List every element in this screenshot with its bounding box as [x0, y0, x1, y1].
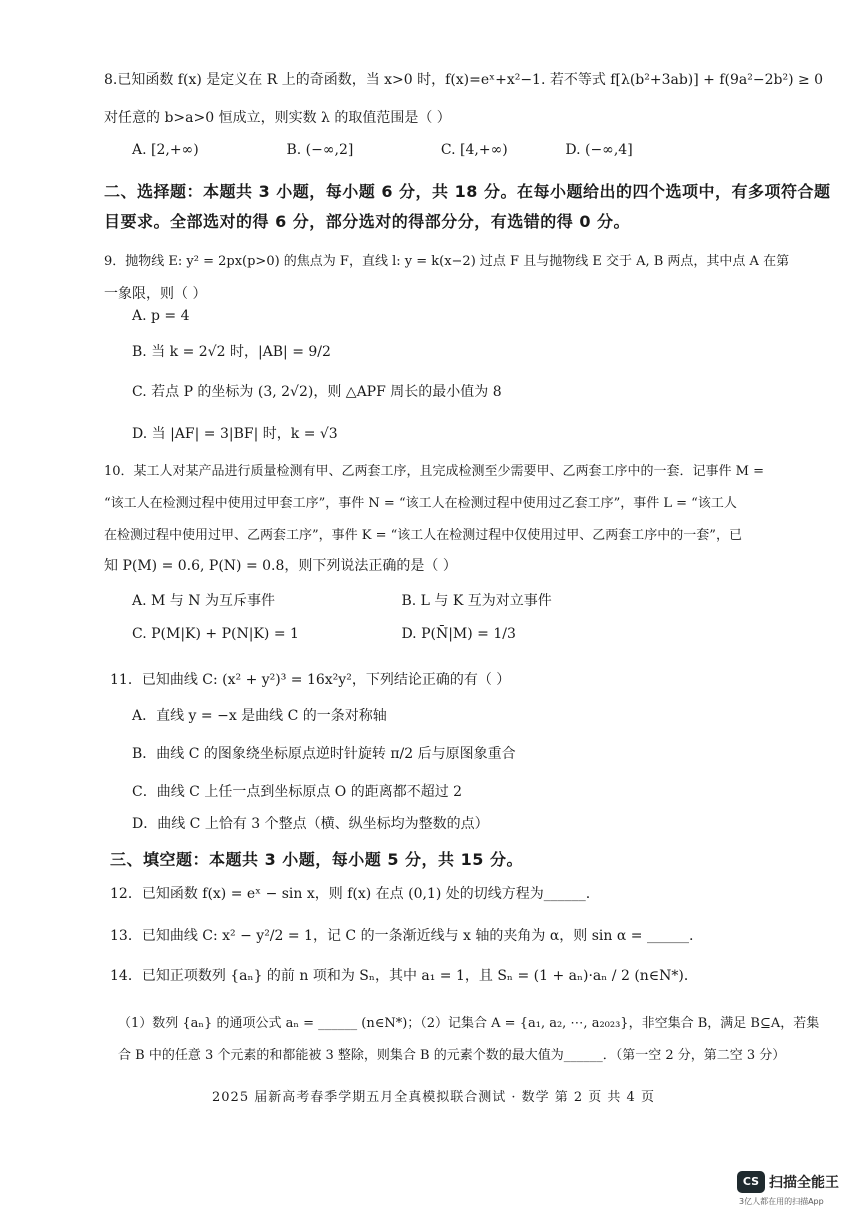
q10-option-c: C. P(M|K) + P(N|K) = 1: [132, 626, 299, 642]
section3-heading: 三、填空题：本题共 3 小题，每小题 5 分，共 15 分。: [110, 850, 523, 869]
section2-heading-line2: 目要求。全部选对的得 6 分，部分选对的得部分分，有选错的得 0 分。: [104, 212, 631, 231]
q10-option-d: D. P(N̄|M) = 1/3: [401, 626, 516, 642]
q11-option-c: C．曲线 C 上任一点到坐标原点 O 的距离都不超过 2: [132, 784, 463, 800]
q8-line1: 8.已知函数 f(x) 是定义在 R 上的奇函数，当 x>0 时，f(x)=eˣ+x²−1. 若不等式 f[λ(b²+3ab)] + f(9a²−2b²) ≥ 0: [104, 72, 824, 88]
q9-option-c: C. 若点 P 的坐标为 (3, 2√2)，则 △APF 周长的最小值为 8: [132, 384, 502, 400]
camscanner-logo-icon: CS: [737, 1171, 765, 1193]
q10-option-a: A. M 与 N 为互斥事件: [132, 593, 275, 609]
q8-option-a: A. [2,+∞): [132, 142, 199, 158]
q10-option-b: B. L 与 K 互为对立事件: [401, 593, 552, 609]
q9-line1: 9．抛物线 E: y² = 2px(p>0) 的焦点为 F，直线 l: y = k(x−2) 过点 F 且与抛物线 E 交于 A, B 两点，其中点 A 在第: [104, 254, 790, 269]
q8-option-b: B. (−∞,2]: [286, 142, 354, 158]
q8-option-d: D. (−∞,4]: [565, 142, 633, 158]
section2-heading-line1: 二、选择题：本题共 3 小题，每小题 6 分，共 18 分。在每小题给出的四个选项中，有多项符合题: [104, 182, 831, 201]
scanner-app-tagline: 3亿人都在用的扫描App: [739, 1197, 824, 1206]
q9-line2: 一象限，则（ ）: [104, 286, 207, 302]
q11-option-d: D．曲线 C 上恰有 3 个整点（横、纵坐标均为整数的点）: [132, 816, 489, 832]
q8-option-c: C. [4,+∞): [440, 142, 508, 158]
page-footer: 2025 届新高考春季学期五月全真模拟联合测试 · 数学 第 2 页 共 4 页: [212, 1090, 655, 1105]
q10-line3: 在检测过程中使用过甲、乙两套工序”，事件 K = “该工人在检测过程中仅使用过甲、乙两套工序中的一套”，已: [104, 528, 742, 543]
q11-option-b: B．曲线 C 的图象绕坐标原点逆时针旋转 π/2 后与原图象重合: [132, 746, 516, 762]
q10-line4: 知 P(M) = 0.6, P(N) = 0.8，则下列说法正确的是（ ）: [104, 558, 457, 574]
q8-options: [132, 142, 633, 158]
q9-option-a: A. p = 4: [132, 308, 190, 324]
q10-options-row1: [132, 590, 552, 610]
q10-options-row2: [132, 626, 516, 642]
q11-line1: 11．已知曲线 C: (x² + y²)³ = 16x²y²，下列结论正确的有（ ）: [110, 672, 511, 688]
q10-line2: “该工人在检测过程中使用过甲套工序”，事件 N = “该工人在检测过程中使用过乙套工序”，事件 L = “该工人: [104, 496, 737, 511]
q14-line2: （1）数列 {aₙ} 的通项公式 aₙ = ______ (n∈N*)；（2）记集合 A = {a₁, a₂, ⋯, a₂₀₂₃}，非空集合 B，满足 B⊆A，若集: [118, 1016, 820, 1031]
q13-line1: 13．已知曲线 C: x² − y²/2 = 1，记 C 的一条渐近线与 x 轴的夹角为 α，则 sin α = ______.: [110, 928, 694, 944]
scanner-watermark: [737, 1169, 845, 1209]
q9-option-d: D. 当 |AF| = 3|BF| 时，k = √3: [132, 426, 338, 442]
q9-option-b: B. 当 k = 2√2 时，|AB| = 9/2: [132, 344, 331, 360]
q8-line2: 对任意的 b>a>0 恒成立，则实数 λ 的取值范围是（ ）: [104, 110, 451, 126]
q14-line1: 14．已知正项数列 {aₙ} 的前 n 项和为 Sₙ，其中 a₁ = 1，且 Sₙ = (1 + aₙ)·aₙ / 2 (n∈N*)．: [110, 968, 698, 984]
q11-option-a: A．直线 y = −x 是曲线 C 的一条对称轴: [132, 708, 387, 724]
q12-line1: 12．已知函数 f(x) = eˣ − sin x，则 f(x) 在点 (0,1) 处的切线方程为______.: [110, 886, 591, 902]
scanner-app-name: 扫描全能王: [769, 1175, 839, 1191]
q10-line1: 10．某工人对某产品进行质量检测有甲、乙两套工序，且完成检测至少需要甲、乙两套工序中的一套．记事件 M =: [104, 464, 765, 479]
q14-line3: 合 B 中的任意 3 个元素的和都能被 3 整除，则集合 B 的元素个数的最大值为______．（第一空 2 分，第二空 3 分）: [118, 1048, 786, 1063]
